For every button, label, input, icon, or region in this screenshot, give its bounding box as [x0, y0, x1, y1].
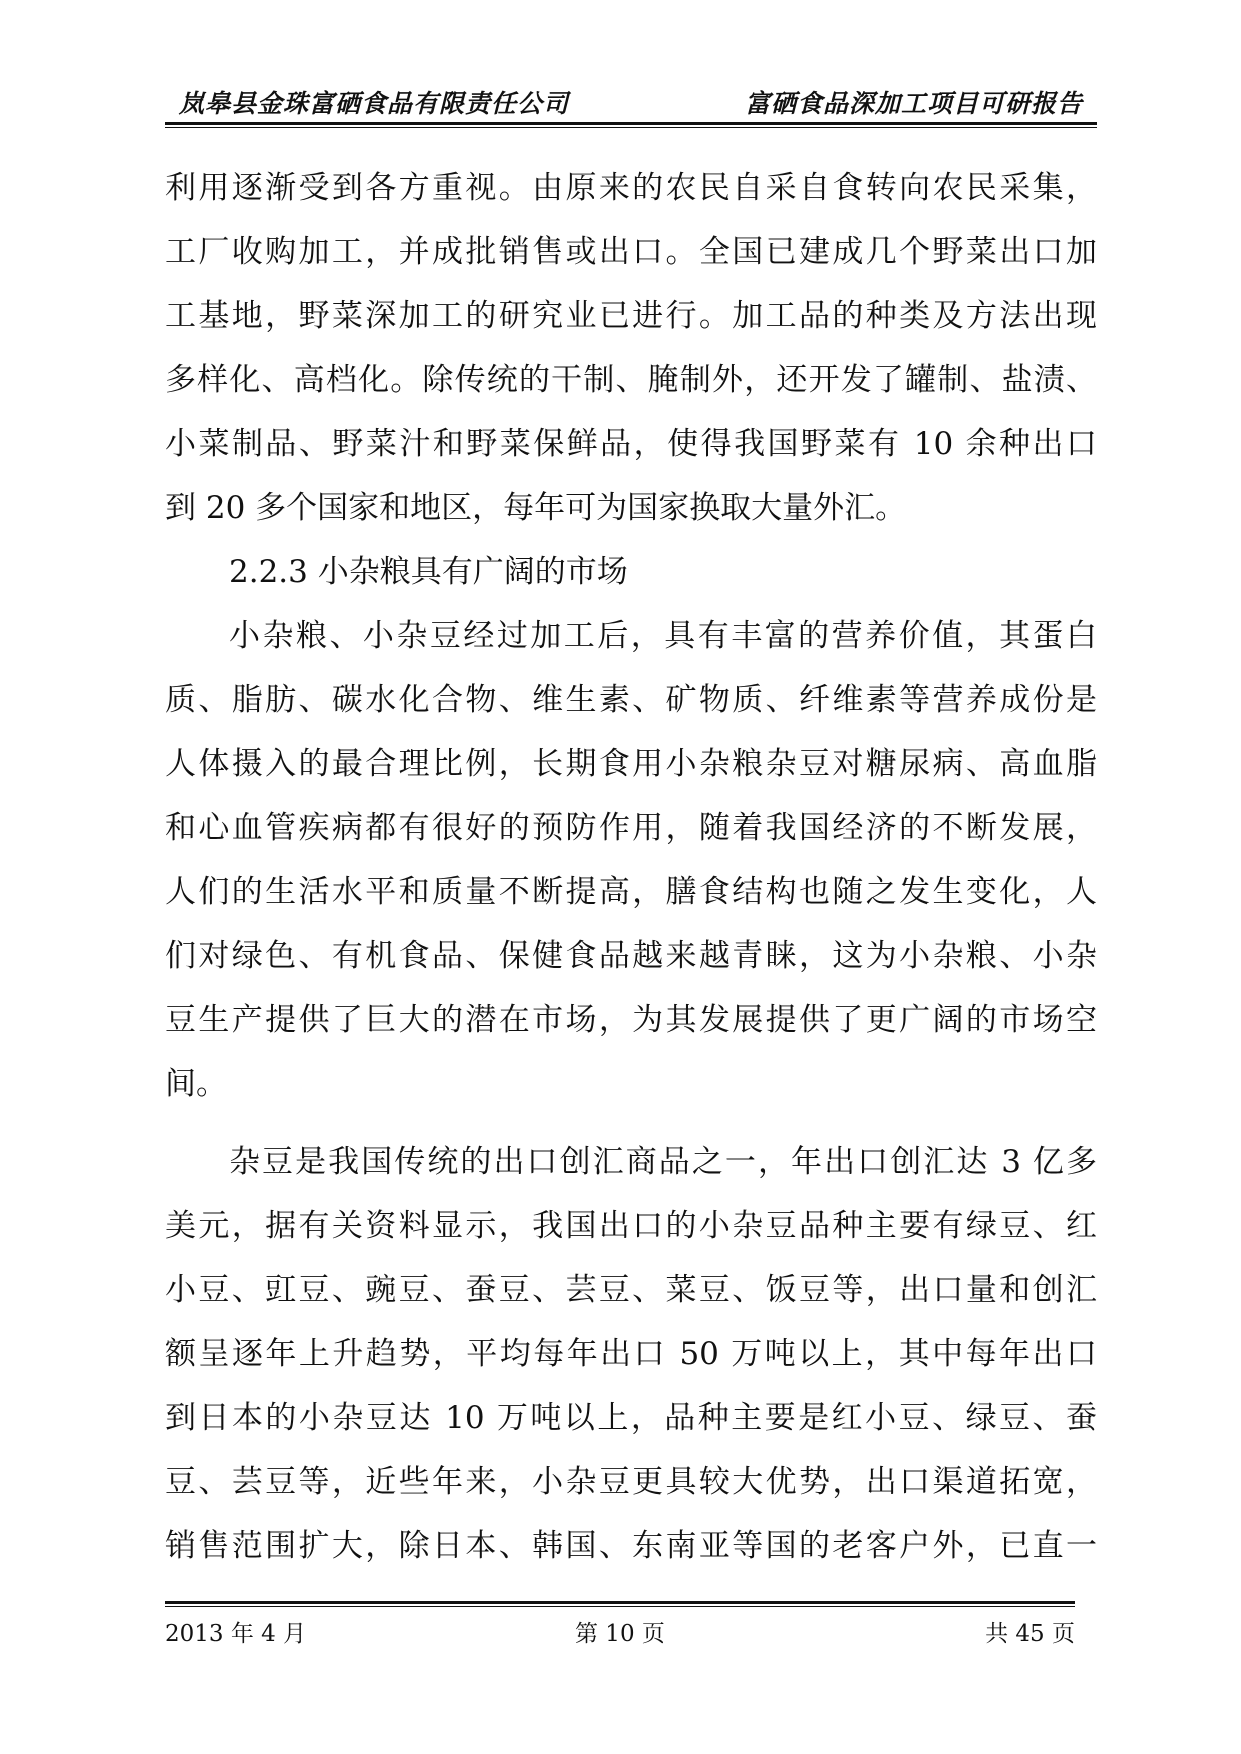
text-line: 利用逐渐受到各方重视。由原来的农民自采自食转向农民采集， — [165, 170, 1097, 206]
text-line: 到日本的小杂豆达 10 万吨以上，品种主要是红小豆、绿豆、蚕 — [165, 1400, 1097, 1436]
page-header — [165, 84, 1097, 124]
text-line: 人体摄入的最合理比例，长期食用小杂粮杂豆对糖尿病、高血脂 — [165, 746, 1097, 782]
paragraph-gap — [165, 1116, 1097, 1130]
footer-rule-thick — [165, 1601, 1075, 1604]
text-line: 人们的生活水平和质量不断提高，膳食结构也随之发生变化，人 — [165, 874, 1097, 910]
text-line: 小豆、豇豆、豌豆、蚕豆、芸豆、菜豆、饭豆等，出口量和创汇 — [165, 1272, 1097, 1308]
text-line: 豆生产提供了巨大的潜在市场，为其发展提供了更广阔的市场空 — [165, 1002, 1097, 1038]
text-line: 间。 — [165, 1066, 227, 1102]
text-line: 工厂收购加工，并成批销售或出口。全国已建成几个野菜出口加 — [165, 234, 1097, 270]
text-line: 杂豆是我国传统的出口创汇商品之一，年出口创汇达 3 亿多 — [229, 1144, 1097, 1180]
text-line: 小杂粮、小杂豆经过加工后，具有丰富的营养价值，其蛋白 — [229, 618, 1097, 654]
text-line: 多样化、高档化。除传统的干制、腌制外，还开发了罐制、盐渍、 — [165, 362, 1097, 398]
text-line: 质、脂肪、碳水化合物、维生素、矿物质、纤维素等营养成份是 — [165, 682, 1097, 718]
header-rule-thick — [165, 122, 1097, 125]
footer-date: 2013 年 4 月 — [165, 1621, 307, 1647]
text-line: 到 20 多个国家和地区，每年可为国家换取大量外汇。 — [165, 490, 907, 526]
text-line: 额呈逐年上升趋势，平均每年出口 50 万吨以上，其中每年出口 — [165, 1336, 1097, 1372]
text-line: 美元，据有关资料显示，我国出口的小杂豆品种主要有绿豆、红 — [165, 1208, 1097, 1244]
text-line: 销售范围扩大，除日本、韩国、东南亚等国的老客户外，已直一 — [165, 1528, 1097, 1564]
header-report-title: 富硒食品深加工项目可研报告 — [744, 89, 1083, 118]
text-line: 工基地，野菜深加工的研究业已进行。加工品的种类及方法出现 — [165, 298, 1097, 334]
footer-rule-thin — [165, 1606, 1075, 1607]
page-footer — [165, 1618, 1075, 1650]
section-heading: 2.2.3 小杂粮具有广阔的市场 — [229, 554, 628, 590]
footer-page-number: 第 10 页 — [575, 1621, 665, 1647]
header-company-name: 岚皋县金珠富硒食品有限责任公司 — [179, 89, 570, 118]
text-line: 们对绿色、有机食品、保健食品越来越青睐，这为小杂粮、小杂 — [165, 938, 1097, 974]
text-line: 豆、芸豆等，近些年来，小杂豆更具较大优势，出口渠道拓宽， — [165, 1464, 1097, 1500]
header-rule-thin — [165, 127, 1097, 128]
text-line: 和心血管疾病都有很好的预防作用，随着我国经济的不断发展， — [165, 810, 1097, 846]
footer-total-pages: 共 45 页 — [985, 1621, 1075, 1647]
text-line: 小菜制品、野菜汁和野菜保鲜品，使得我国野菜有 10 余种出口 — [165, 426, 1097, 462]
body-text — [165, 156, 1097, 1578]
